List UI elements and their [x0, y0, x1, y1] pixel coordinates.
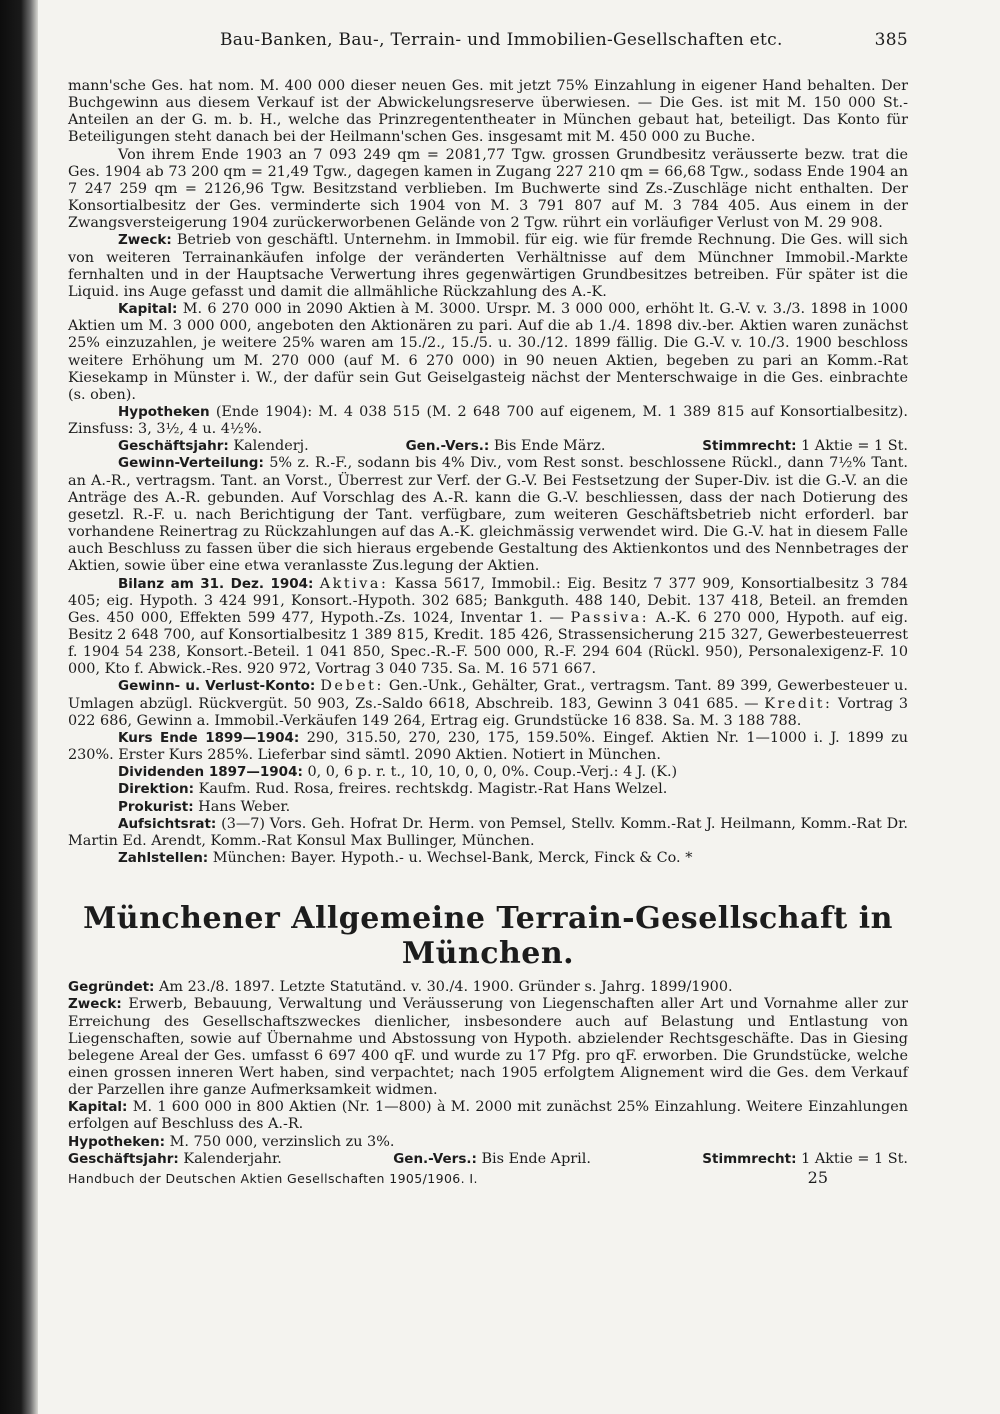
company-title: Münchener Allgemeine Terrain-Gesellschaft in München. — [83, 901, 893, 972]
stimmrecht2-label: Stimmrecht: — [702, 1150, 797, 1167]
gewinnverteilung-text: 5% z. R.-F., sodann bis 4% Div., vom Rest sonst. beschlossene Rückl., dann 7½% Tant. an A.-R., vertragsm. Tant. an Vorst., Überrest zur Verf. der G.-V. Bei Festsetzung der Super-Div. ist die G.-V. an die Anträge des A.-R. gebunden. Auf Vorschlag des A.-R. kann die G.-V. beschliessen, dass der nach Dotierung des gesetzl. R.-F. u. nach Berichtigung der Tant. verfügbare, zum weiteren Geschäftsbetrieb nicht erforderl. bar vorhandene Reinertrag zu Rückzahlungen auf das A.-K. gleichmässig verwendet wird. Die G.-V. hat in diesem Falle auch Beschluss zu fassen über die sich hieraus ergebende Gestaltung des Aktienkontos und des Nennbetrages der Aktien, sowie über eine etwa veranlasste Zus.legung der Aktien. — [68, 455, 909, 575]
zweck2-text: Erwerb, Bebauung, Verwaltung und Veräusserung von Liegenschaften aller Art und Vornahme aller zur Erreichung des Gesellschaftszweckes dienlicher, insbesondere auch auf Belastung und Entlastung von Liegenschaften, sowie auf Übernahme und Abstossung von Hypoth. abzielender Rechtsgeschäfte. Das in Giesing belegene Areal der Ges. umfasst 6 697 400 qF. und wurde zu 17 Pfg. pro qF. erworben. Die Grundstücke, welche einen grossen inneren Wert haben, sind verpachtet; nach 1905 erfolgtem Alignement wird die Ges. dem Verkauf der Parzellen ihre ganze Aufmerksamkeit widmen. — [68, 996, 908, 1099]
bilanz-aktiva-text: Kassa 5617, Immobil.: Eig. Besitz 7 377 909, Konsortialbesitz 3 784 405; eig. Hypoth. 3 424 991, Konsort.-Hypoth. 302 685; Bankguth. 488 140, Debit. 137 418, Beteil. an fremden Ges. 450 000, Effekten 599 477, Hypoth.-Zs. 1024, Inventar 1. — — [68, 575, 909, 626]
kapital-label: Kapital: — [118, 301, 178, 318]
prokurist-text: Hans Weber. — [198, 798, 291, 815]
dividenden-text: 0, 0, 6 p. r. t., 10, 10, 0, 0, 0%. Coup.-Verj.: 4 J. (K.) — [307, 764, 678, 781]
zweck2-label: Zweck: — [68, 996, 122, 1013]
genvers-text: Bis Ende März. — [493, 438, 606, 455]
guv-kredit-word: Kredit: — [764, 695, 833, 712]
hypotheken-paragraph — [68, 404, 908, 438]
intro-paragraph: mann'sche Ges. hat nom. M. 400 000 dieser neuen Ges. mit jetzt 75% Einzahlung in eigener Hand behalten. Der Buchgewinn aus diesem Verkauf ist der Abwickelungsreserve überwiesen. — Die Ges. ist mit M. 150 000 St.-Anteilen an der G. m. b. H., welche das Prinzregententheater in München gebaut hat, beteiligt. Das Konto für Beteiligungen steht danach bei der Heilmann'schen Ges. insgesamt mit M. 450 000 zu Buche. — [68, 78, 908, 146]
bilanz-passiva-word: Passiva: — [570, 609, 650, 626]
bilanz-paragraph — [68, 576, 908, 679]
footer-book-title: Handbuch der Deutschen Aktien Gesellschaften 1905/1906. I. — [68, 1170, 478, 1186]
running-title: Bau-Banken, Bau-, Terrain- und Immobilien-Gesellschaften etc. — [219, 30, 783, 50]
geschaeftsjahr2-text: Kalenderjahr. — [183, 1150, 282, 1167]
aufsichtsrat-paragraph — [68, 816, 908, 850]
geschaeftsjahr-label: Geschäftsjahr: — [118, 438, 229, 455]
geschaeftsjahr-text: Kalenderj. — [233, 438, 309, 455]
direktion-paragraph — [68, 781, 908, 798]
dividenden-label: Dividenden 1897—1904: — [118, 764, 303, 781]
zweck-paragraph — [68, 232, 908, 301]
guv-debet-text: Gen.-Unk., Gehälter, Grat., vertragsm. Tant. 89 399, Gewerbesteuer u. Umlagen abzügl. Rückvergüt. 50 903, Zs.-Saldo 6618, Abschreib. 183, Gewinn 3 041 685. — — [68, 678, 908, 712]
geschaeftsjahr2-paragraph — [68, 1151, 908, 1168]
kapital2-text: M. 1 600 000 in 800 Aktien (Nr. 1—800) à M. 2000 mit zunächst 25% Einzahlung. Weitere Einzahlungen erfolgen auf Beschluss des A.-R. — [68, 1099, 908, 1133]
aufsichtsrat-text: (3—7) Vors. Geh. Hofrat Dr. Herm. von Pemsel, Stellv. Komm.-Rat J. Heilmann, Komm.-Rat Dr. Martin Ed. Arendt, Komm.-Rat Konsul Max Bullinger, München. — [68, 815, 908, 849]
page-number: 385 — [874, 30, 908, 50]
kurs-label: Kurs Ende 1899—1904: — [118, 729, 300, 746]
zweck-text: Betrieb von geschäftl. Unternehm. in Immobil. für eig. wie für fremde Rechnung. Die Ges. will sich von weiteren Terrainankäufen infolge der veränderten Verhältnisse auf dem Münchner Immobil.-Markte fernhalten und in der Hauptsache Verwertung ihres gegenwärtigen Grundbesitzes betreiben. Für später ist die Liquid. ins Auge gefasst und damit die allmähliche Rückzahlung des A.-K. — [68, 232, 908, 300]
page-content — [68, 0, 908, 1187]
gegruendet-text: Am 23./8. 1897. Letzte Statutänd. v. 30./4. 1900. Gründer s. Jahrg. 1899/1900. — [159, 979, 733, 996]
hypotheken-text: (Ende 1904): M. 4 038 515 (M. 2 648 700 auf eigenem, M. 1 389 815 auf Konsortialbesitz). Zinsfuss: 3, 3½, 4 u. 4½%. — [68, 403, 908, 438]
stimmrecht-label: Stimmrecht: — [702, 438, 797, 455]
footer-sheet-number: 25 — [807, 1167, 828, 1187]
kapital2-paragraph — [68, 1099, 908, 1133]
guv-paragraph — [68, 678, 908, 729]
gegruendet-label: Gegründet: — [68, 979, 155, 996]
prokurist-label: Prokurist: — [118, 798, 194, 815]
zahlstellen-text: München: Bayer. Hypoth.- u. Wechsel-Bank, Merck, Finck & Co. * — [212, 850, 693, 867]
geschaeftsjahr2-label: Geschäftsjahr: — [68, 1150, 179, 1167]
bilanz-aktiva-word: Aktiva: — [319, 575, 389, 592]
genvers2-label: Gen.-Vers.: — [393, 1150, 477, 1167]
zweck-label: Zweck: — [118, 232, 172, 249]
zahlstellen-label: Zahlstellen: — [118, 850, 209, 867]
kapital2-label: Kapital: — [68, 1099, 128, 1116]
kurs-text: 290, 315.50, 270, 230, 175, 159.50%. Eingef. Aktien Nr. 1—1000 i. J. 1899 zu 230%. Erster Kurs 285%. Lieferbar sind sämtl. 2090 Aktien. Notiert in München. — [68, 729, 908, 764]
aufsichtsrat-label: Aufsichtsrat: — [118, 815, 217, 832]
bilanz-passiva-text: A.-K. 6 270 000, Hypoth. auf eig. Besitz 2 648 700, auf Konsortialbesitz 1 389 815, Kredit. 185 426, Strassensicherung 215 327, Gewerbesteuerrest f. 1904 54 238, Konsort.-Beteil. 1 041 850, Spec.-R.-F. 500 000, R.-F. 294 604 (Rückl. 950), Personalexigenz-F. 10 000, Kto f. Abwick.-Res. 920 972, Vortrag 3 040 735. Sa. M. 16 571 667. — [68, 609, 909, 678]
hypotheken2-paragraph — [68, 1134, 908, 1151]
prokurist-paragraph — [68, 799, 908, 816]
guv-debet-word: Debet: — [320, 678, 384, 695]
running-head — [68, 30, 908, 50]
hypotheken2-label: Hypotheken: — [68, 1133, 166, 1150]
hypotheken2-text: M. 750 000, verzinslich zu 3%. — [169, 1133, 395, 1150]
zahlstellen-paragraph — [68, 850, 908, 867]
entry-heilmann-continued — [68, 78, 908, 867]
dividenden-paragraph — [68, 764, 908, 781]
direktion-label: Direktion: — [118, 781, 194, 798]
bilanz-label: Bilanz am 31. Dez. 1904: — [118, 575, 314, 592]
kapital-text: M. 6 270 000 in 2090 Aktien à M. 3000. Urspr. M. 3 000 000, erhöht lt. G.-V. v. 3./3. 1898 in 1000 Aktien um M. 3 000 000, angeboten den Aktionären zu pari. Auf die ab 1./4. 1898 div.-ber. Aktien waren zunächst 25% einzuzahlen, je weitere 25% waren am 15./2., 15./5. u. 30./12. 1899 fällig. Die G.-V. v. 10./3. 1900 beschloss weitere Erhöhung um M. 270 000 (auf M. 6 270 000) in 90 neuen Aktien, begeben zu pari an Komm.-Rat Kiesekamp in Münster i. W., der dafür sein Gut Geiselgasteig nächst der Menterschwaige in die Ges. einbrachte (s. oben). — [68, 301, 908, 403]
genvers2-text: Bis Ende April. — [481, 1150, 591, 1167]
zweck2-paragraph — [68, 996, 908, 1099]
gewinnverteilung-label: Gewinn-Verteilung: — [118, 455, 264, 472]
gegruendet-paragraph — [68, 979, 908, 996]
guv-label: Gewinn- u. Verlust-Konto: — [118, 678, 316, 695]
grundbesitz-paragraph: Von ihrem Ende 1903 an 7 093 249 qm = 2081,77 Tgw. grossen Grundbesitz veräusserte bezw. trat die Ges. 1904 ab 73 200 qm = 21,49 Tgw., dagegen kamen in Zugang 227 210 qm = 66,68 Tgw., sodass Ende 1904 an 7 247 259 qm = 2126,96 Tgw. Besitzstand verblieben. Im Buchwerte sind Zs.-Zuschläge nicht enthalten. Der Konsortialbesitz der Ges. verminderte sich 1904 von M. 3 791 807 auf M. 3 784 405. Aus einem in der Zwangsversteigerung 1904 zurückerworbenen Gelände von 2 Tgw. rührt ein vorläufiger Verlust von M. 29 908. — [68, 146, 908, 232]
kapital-paragraph — [68, 301, 908, 404]
page-footer — [68, 1168, 908, 1187]
kurs-paragraph — [68, 730, 908, 764]
hypotheken-label: Hypotheken — [118, 403, 210, 420]
stimmrecht-text: 1 Aktie = 1 St. — [801, 438, 908, 455]
genvers-label: Gen.-Vers.: — [405, 438, 490, 455]
stimmrecht2-text: 1 Aktie = 1 St. — [801, 1150, 908, 1167]
entry-muenchener-allgemeine — [68, 979, 908, 1168]
book-binding-edge — [0, 0, 38, 1414]
gewinnverteilung-paragraph — [68, 455, 908, 575]
direktion-text: Kaufm. Rud. Rosa, freires. rechtskdg. Magistr.-Rat Hans Welzel. — [198, 781, 668, 798]
geschaeftsjahr-paragraph — [68, 438, 908, 455]
guv-kredit-text: Vortrag 3 022 686, Gewinn a. Immobil.-Verkäufen 149 264, Ertrag eig. Grundstücke 16 838. Sa. M. 3 188 788. — [68, 695, 908, 729]
